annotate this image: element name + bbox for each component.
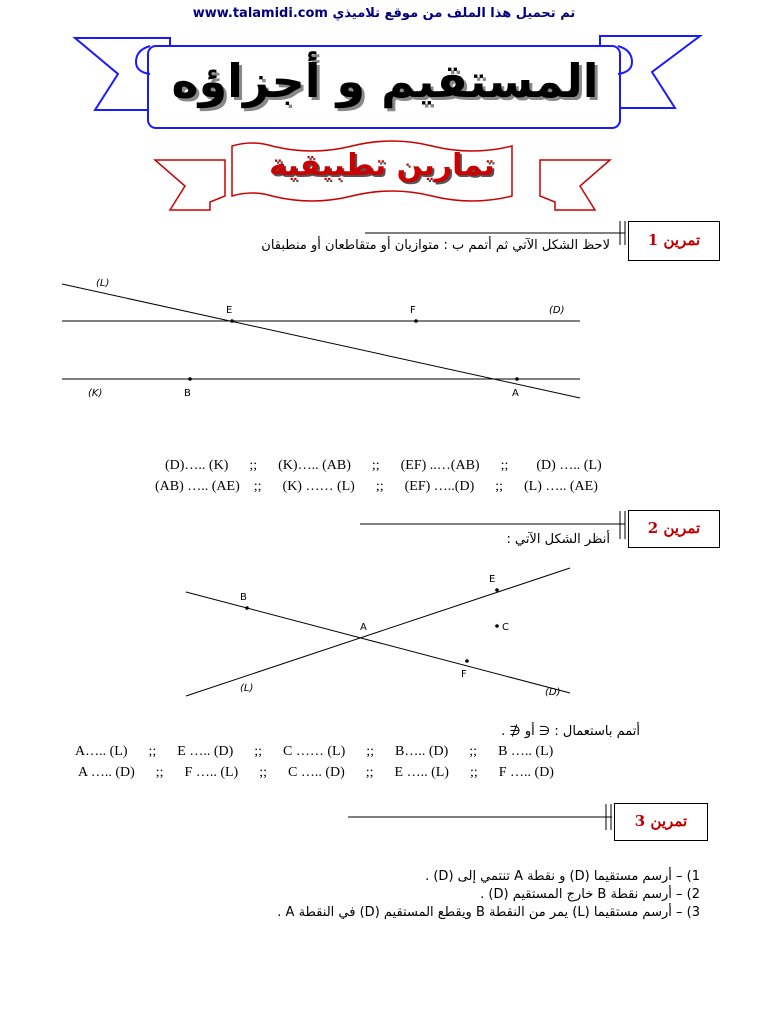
exercise3-item-3: 3) – أرسم مستقيما (L) يمر من النقطة B ويقطع المستقيم (D) في النقطة A . bbox=[277, 905, 700, 920]
exercise2-label: تمرين 2 bbox=[628, 510, 720, 548]
label-D2: (D) bbox=[545, 687, 561, 698]
exercise2-figure bbox=[0, 560, 768, 710]
line-L bbox=[62, 284, 580, 398]
label-B: B bbox=[184, 388, 191, 399]
label-F: F bbox=[410, 305, 416, 316]
exercise3-label: تمرين 3 bbox=[614, 803, 708, 841]
label-D: (D) bbox=[549, 305, 565, 316]
point-E-dot bbox=[230, 319, 234, 323]
point-F2-dot bbox=[465, 659, 469, 663]
label-B2: B bbox=[240, 592, 247, 603]
exercise3-list bbox=[220, 868, 700, 922]
exercise3-item-2: 2) – أرسم نقطة B خارج المستقيم (D) . bbox=[480, 887, 700, 902]
line-L2 bbox=[186, 568, 570, 696]
point-C2-dot bbox=[495, 624, 499, 628]
exercise2-row1: A….. (L) ;; E ….. (D) ;; C …… (L) ;; B….. (D) ;; B ….. (L) bbox=[75, 744, 554, 759]
point-A-dot bbox=[515, 377, 519, 381]
label-L: (L) bbox=[96, 278, 110, 289]
exercise1-row2: (AB) ….. (AE) ;; (K) …… (L) ;; (EF) …..(D) ;; (L) ….. (AE) bbox=[155, 479, 598, 494]
label-A: A bbox=[512, 388, 519, 399]
line-D2 bbox=[186, 592, 570, 693]
exercise3-item-1: 1) – أرسم مستقيما (D) و نقطة A تنتمي إلى (D) . bbox=[425, 869, 700, 884]
exercise1-label: تمرين 1 bbox=[628, 221, 720, 261]
header-note: تم تحميل هذا الملف من موقع تلاميذي bbox=[332, 6, 576, 21]
point-B-dot bbox=[188, 377, 192, 381]
exercise2-use-line: أتمم باستعمال : ∈ أو ∉ . bbox=[501, 724, 640, 739]
label-E: E bbox=[226, 305, 233, 316]
exercise2-instruction: أنظر الشكل الآتي : bbox=[506, 532, 610, 547]
header-site-link[interactable]: www.talamidi.com bbox=[192, 6, 328, 21]
page-subtitle: تمارين تطبيقية bbox=[269, 148, 495, 183]
point-B2-dot bbox=[245, 606, 249, 610]
label-A2: A bbox=[360, 622, 367, 633]
label-F2: F bbox=[461, 669, 467, 680]
page-title: المستقيم و أجزاؤه bbox=[171, 54, 599, 108]
point-E2-dot bbox=[495, 588, 499, 592]
exercise2-row2: A ….. (D) ;; F ….. (L) ;; C ….. (D) ;; E ….. (L) ;; F ….. (D) bbox=[78, 765, 554, 780]
exercise1-figure bbox=[0, 270, 768, 410]
label-E2: E bbox=[489, 574, 496, 585]
label-K: (K) bbox=[88, 388, 103, 399]
label-C2: C bbox=[502, 622, 509, 633]
label-L2: (L) bbox=[240, 683, 254, 694]
title-banner bbox=[0, 0, 768, 230]
exercise1-instruction: لاحظ الشكل الآتي ثم أتمم ب : متوازيان أو متقاطعان أو منطبقان bbox=[261, 238, 610, 253]
point-F-dot bbox=[414, 319, 418, 323]
exercise1-row1: (D)….. (K) ;; (K)….. (AB) ;; (EF) ..…(AB) ;; (D) ….. (L) bbox=[165, 458, 602, 473]
